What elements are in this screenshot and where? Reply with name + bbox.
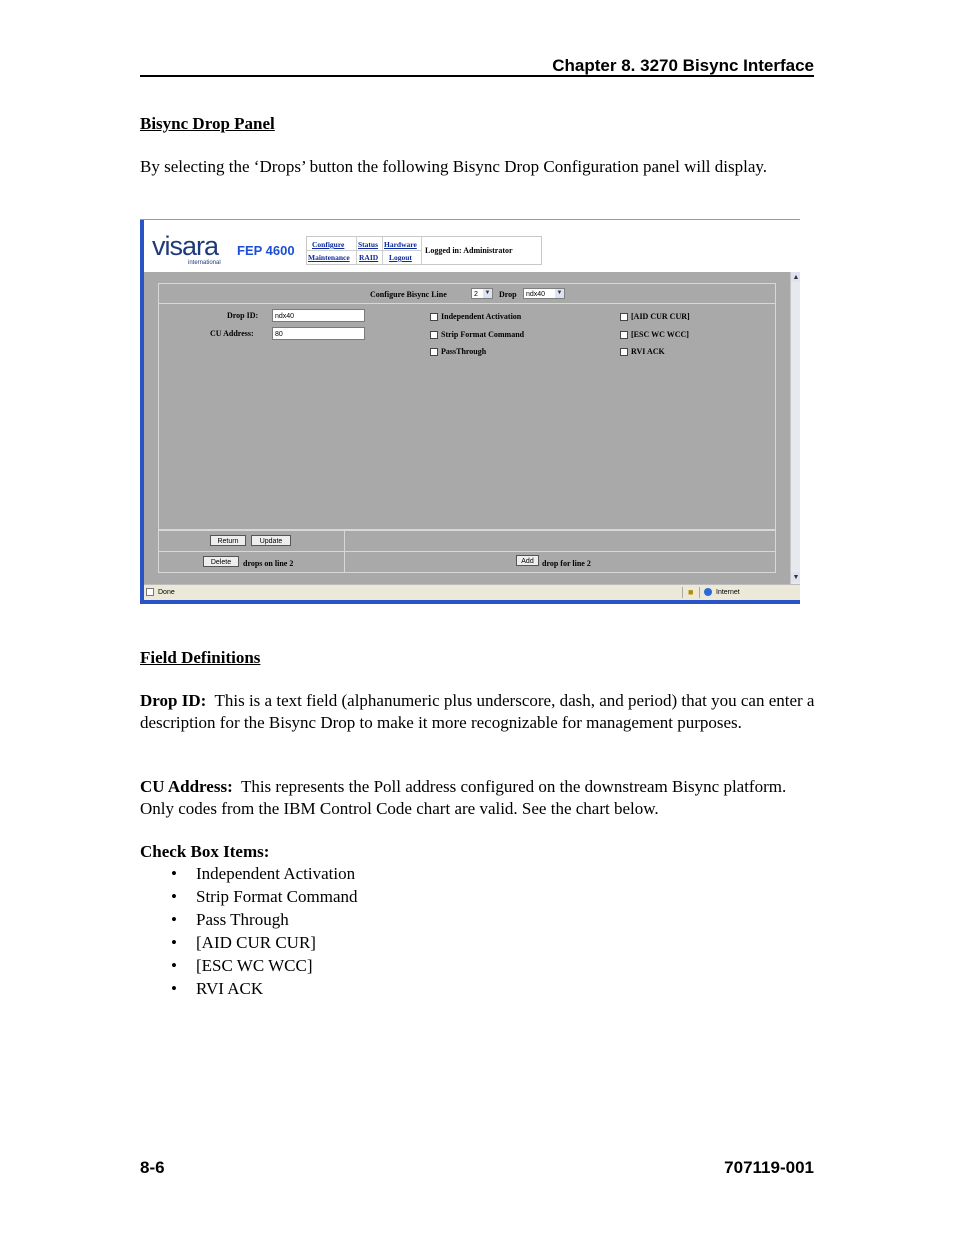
status-done-text: Done [158,589,175,596]
nav-menu [306,236,542,265]
scroll-down-icon[interactable]: ▼ [792,573,800,581]
drop-select[interactable]: ndx40 ▼ [523,288,565,299]
drop-id-label: Drop ID: [227,311,259,320]
checkbox-items-heading: Check Box Items: [140,842,270,861]
list-item: • [ESC WC WCC] [171,956,313,975]
cu-address-input[interactable]: 80 [272,327,365,340]
drop-id-description: This is a text field (alphanumeric plus underscore, dash, and period) that you can enter a description for the Bisync Drop to make it more recognizable for management purposes. [140,691,815,732]
configure-line-label: Configure Bisync Line [370,290,447,299]
header-rule [140,75,814,77]
list-item: • Independent Activation [171,864,356,883]
nav-raid-link[interactable]: RAID [359,253,379,262]
scroll-up-icon[interactable]: ▲ [792,273,800,281]
passthrough-checkbox[interactable] [430,348,438,356]
nav-status-link[interactable]: Status [358,240,379,249]
internet-zone-icon [704,588,712,596]
bullet-icon: • [171,933,177,952]
independent-activation-label: Independent Activation [441,312,522,321]
nav-hardware-link[interactable]: Hardware [384,240,417,249]
action-row-top [158,530,776,552]
add-button[interactable]: Add [516,555,539,566]
chevron-down-icon: ▼ [484,290,491,296]
rvi-ack-label: RVI ACK [631,347,665,356]
list-item: • [AID CUR CUR] [171,933,316,952]
delete-drops-text: drops on line 2 [243,559,294,568]
action-row-bottom [158,551,776,573]
bullet-icon: • [171,956,177,975]
passthrough-label: PassThrough [441,347,487,356]
esc-wc-wcc-label: [ESC WC WCC] [631,330,689,339]
aid-cur-cur-label: [AID CUR CUR] [631,312,690,321]
document-number: 707119-001 [724,1158,814,1177]
chapter-header: Chapter 8. 3270 Bisync Interface [552,56,814,75]
independent-activation-checkbox[interactable] [430,313,438,321]
strip-format-command-label: Strip Format Command [441,330,525,339]
chevron-down-icon: ▼ [556,290,563,296]
strip-format-command-checkbox[interactable] [430,331,438,339]
drop-label: Drop [499,290,517,299]
section-title-field-definitions: Field Definitions [140,648,261,667]
drop-id-definition [140,690,820,733]
drop-form-panel [158,303,776,530]
bisync-drop-config-screenshot [140,219,800,604]
cu-address-label: CU Address: [210,329,254,338]
drop-id-term: Drop ID: [140,691,207,710]
list-item: • RVI ACK [171,979,264,998]
aid-cur-cur-checkbox[interactable] [620,313,628,321]
visara-logo: visara international [152,231,221,266]
nav-configure-link[interactable]: Configure [312,240,345,249]
page-done-icon [146,588,154,596]
checkbox-items-list [140,862,358,1000]
browser-status-bar [144,584,800,600]
status-zone-text: Internet [716,589,740,596]
drop-id-input[interactable]: ndx40 [272,309,365,322]
return-button[interactable]: Return [210,535,246,546]
vertical-scrollbar[interactable] [790,272,800,584]
window-bottom-border [140,600,800,604]
bullet-icon: • [171,910,177,929]
list-item: • Pass Through [171,910,289,929]
nav-logout-link[interactable]: Logout [389,253,412,262]
update-button[interactable]: Update [251,535,291,546]
esc-wc-wcc-checkbox[interactable] [620,331,628,339]
add-drop-text: drop for line 2 [542,559,591,568]
delete-button[interactable]: Delete [203,556,239,567]
intro-paragraph: By selecting the ‘Drops’ button the following Bisync Drop Configuration panel will display. [140,157,768,176]
logged-in-label: Logged in: Administrator [425,246,513,255]
bullet-icon: • [171,979,177,998]
nav-maintenance-link[interactable]: Maintenance [308,253,350,262]
bullet-icon: • [171,864,177,883]
cu-address-definition [140,776,820,819]
bullet-icon: • [171,887,177,906]
cu-address-description: This represents the Poll address configured on the downstream Bisync platform. Only codes from the IBM Control Code chart are valid. See the chart below. [140,777,787,818]
config-bar [158,283,776,304]
app-header [144,221,800,271]
page-number: 8-6 [140,1158,165,1177]
list-item: • Strip Format Command [171,887,358,906]
lock-icon: ■ [688,587,694,597]
rvi-ack-checkbox[interactable] [620,348,628,356]
content-area [144,272,790,584]
product-name: FEP 4600 [237,243,295,258]
section-title-bisync-drop-panel: Bisync Drop Panel [140,114,275,133]
cu-address-term: CU Address: [140,777,233,796]
line-select[interactable]: 2 ▼ [471,288,493,299]
